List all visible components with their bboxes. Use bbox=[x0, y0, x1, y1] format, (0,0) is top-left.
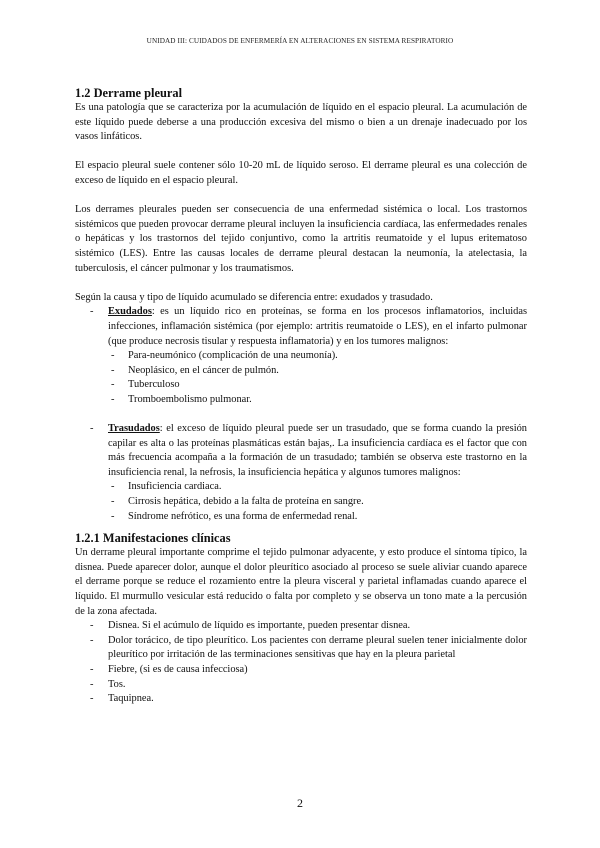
list-item: - Para-neumónico (complicación de una neumonía). bbox=[75, 349, 527, 364]
trasudados-description: : el exceso de líquido pleural puede ser un trasudado, que se forma cuando la presión capilar es alta o las proteínas plasmáticas están bajas,. La insuficiencia cardíaca es el factor que con más frecuencia acompaña a la formación de un trasudado; también se observa este trastorno en la insuficiencia renal, la nefrosis, la insuficiencia hepática y algunos tumores malignos: bbox=[108, 423, 527, 478]
exudados-sublist bbox=[75, 349, 527, 407]
paragraph-types: Según la causa y tipo de líquido acumulado se diferencia entre: exudados y trasudado. bbox=[75, 291, 433, 303]
paragraph-definition: Es una patología que se caracteriza por la acumulación de líquido en el espacio pleural. La acumulación de este líquido puede deberse a una producción excesiva del mismo o bien a un drenaje inadecuado por los vasos linfáticos. bbox=[75, 102, 527, 143]
list-item: - Insuficiencia cardiaca. bbox=[75, 480, 527, 495]
list-item: - Fiebre, (si es de causa infecciosa) bbox=[75, 663, 527, 678]
list-item: - Tuberculoso bbox=[75, 378, 527, 393]
term-exudados: Exudados bbox=[108, 306, 152, 318]
list-item: - Neoplásico, en el cáncer de pulmón. bbox=[75, 364, 527, 379]
list-item-trasudados bbox=[75, 422, 527, 524]
list-item: - Cirrosis hepática, debido a la falta de proteína en sangre. bbox=[75, 495, 527, 510]
list-item: - Dolor torácico, de tipo pleurítico. Los pacientes con derrame pleural suelen tener inicialmente dolor pleurítico por irritación de las terminaciones sensitivas que hay en la pleura parietal bbox=[75, 634, 527, 663]
page-number: 2 bbox=[297, 796, 303, 810]
exudados-description: : es un líquido rico en proteínas, se forma en los procesos inflamatorios, incluidas infecciones, inflamación sistémica (por ejemplo: artritis reumatoide o LES), en el infarto pulmonar (que produce necrosis tisular y respuesta inflamatoria) y en los tumores malignos: bbox=[108, 306, 527, 347]
list-item: - Tromboembolismo pulmonar. bbox=[75, 393, 527, 408]
symptoms-list bbox=[75, 619, 527, 707]
list-item: - Disnea. Si el acúmulo de líquido es importante, pueden presentar disnea. bbox=[75, 619, 527, 634]
list-item: - Síndrome nefrótico, es una forma de enfermedad renal. bbox=[75, 510, 527, 525]
section-title-manifestaciones: 1.2.1 Manifestaciones clínicas bbox=[75, 531, 231, 546]
paragraph-manifestations: Un derrame pleural importante comprime el tejido pulmonar adyacente, y esto produce el síntoma típico, la disnea. Puede aparecer dolor, aunque el dolor pleurítico asociado al proceso se suele aliviar cuando aparece el derrame porque se reduce el rozamiento entre la pleura visceral y parietal inflamadas cuando aparece el líquido. El murmullo vesicular está reducido o falta por completo y se observa un tono mate a la percusión de la zona afectada. bbox=[75, 547, 527, 617]
paragraph-causes: Los derrames pleurales pueden ser consecuencia de una enfermedad sistémica o local. Los trastornos sistémicos que pueden provocar derrame pleural incluyen la insuficiencia cardíaca, las enfermedades renales o hepáticas y los trastornos del tejido conjuntivo, como la artritis reumatoide y el lupus eritematoso sistémico (LES). Entre las causas locales de derrame pleural destacan la neumonía, la atelectasia, la tuberculosis, el cáncer pulmonar y los traumatismos. bbox=[75, 204, 527, 274]
list-item: - Taquipnea. bbox=[75, 692, 527, 707]
paragraph-pleural-space: El espacio pleural suele contener sólo 10-20 mL de líquido seroso. El derrame pleural es una colección de exceso de líquido en el espacio pleural. bbox=[75, 160, 527, 186]
fluid-types-list bbox=[75, 305, 527, 524]
list-item: - Tos. bbox=[75, 678, 527, 693]
section-title-derrame-pleural: 1.2 Derrame pleural bbox=[75, 86, 183, 100]
term-trasudados: Trasudados bbox=[108, 423, 160, 435]
list-item-exudados bbox=[75, 305, 527, 407]
running-header: UNIDAD III: CUIDADOS DE ENFERMERÍA EN ALTERACIONES EN SISTEMA RESPIRATORIO bbox=[146, 37, 454, 45]
trasudados-sublist bbox=[75, 480, 527, 524]
page-content bbox=[75, 85, 527, 707]
